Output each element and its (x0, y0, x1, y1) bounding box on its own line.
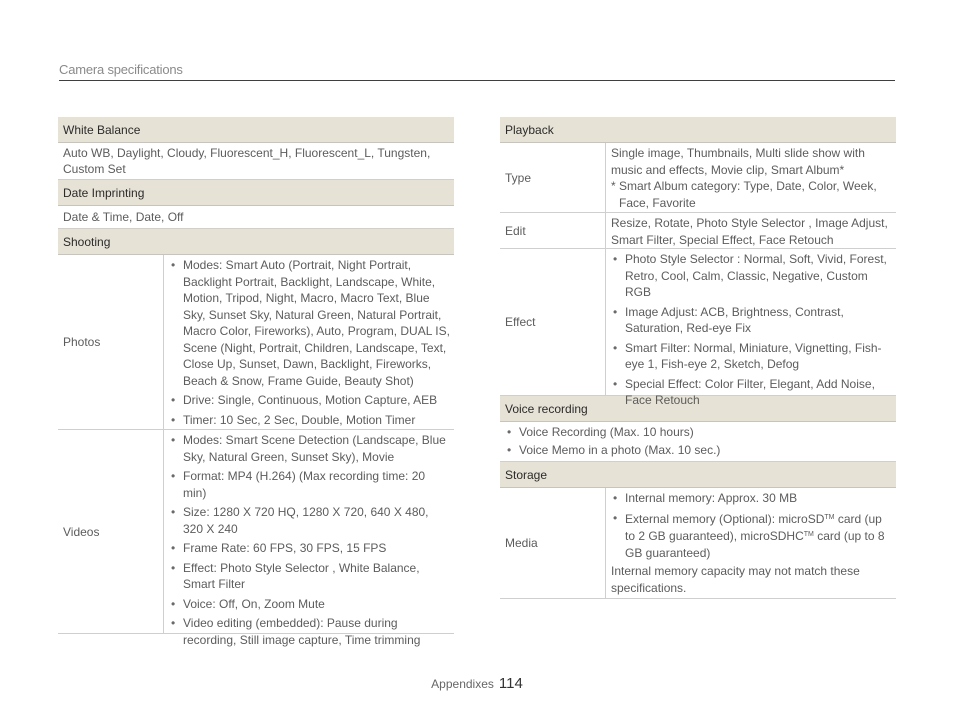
list-item: • Video editing (embedded): Pause during recording, Still image capture, Time trimming (169, 615, 450, 648)
date-imprinting-value: Date & Time, Date, Off (58, 206, 454, 229)
playback-heading: Playback (500, 117, 896, 143)
media-external-text-b: card (up to 2 GB guaranteed), microSDHC (625, 511, 882, 543)
photos-list (169, 257, 450, 428)
white-balance-heading: White Balance (58, 117, 454, 143)
list-item: • Drive: Single, Continuous, Motion Capture, AEB (169, 392, 450, 409)
effect-list (611, 251, 892, 409)
list-item (611, 510, 892, 562)
photos-row (58, 255, 454, 430)
type-value (606, 143, 896, 212)
trademark-mark: TM (803, 531, 814, 538)
videos-list (169, 432, 450, 648)
list-item: • Frame Rate: 60 FPS, 30 FPS, 15 FPS (169, 540, 450, 557)
list-item: • Special Effect: Color Filter, Elegant, Add Noise, Face Retouch (611, 376, 892, 409)
type-label: Type (500, 143, 606, 212)
list-item: • Voice Memo in a photo (Max. 10 sec.) (505, 442, 891, 458)
trademark-mark: TM (824, 513, 835, 521)
date-imprinting-heading: Date Imprinting (58, 180, 454, 206)
list-item: • Modes: Smart Auto (Portrait, Night Portrait, Backlight Portrait, Backlight, Landscape, White, Motion, Tripod, Night, Macro, Macro Text, Blue Sky, Sunset Sky, Natural Green, Natural Portrait, Macro Color, Fireworks), Auto, Program, DUAL IS, Scene (Night, Portrait, Children, Landscape, Text, Close Up, Sunset, Dawn, Backlight, Fireworks, Beach & Snow, Frame Guide, Beauty Shot) (169, 257, 450, 389)
photos-label: Photos (58, 255, 164, 429)
list-item: • Photo Style Selector : Normal, Soft, Vivid, Forest, Retro, Cool, Calm, Classic, Negative, Custom RGB (611, 251, 892, 301)
page-header (59, 62, 895, 81)
effect-row (500, 249, 896, 407)
videos-value (164, 430, 454, 647)
shooting-heading: Shooting (58, 229, 454, 255)
type-row (500, 143, 896, 213)
effect-value (606, 249, 896, 407)
white-balance-value: Auto WB, Daylight, Cloudy, Fluorescent_H, Fluorescent_L, Tungsten, Custom Set (58, 143, 454, 180)
list-item: • Effect: Photo Style Selector , White Balance, Smart Filter (169, 560, 450, 593)
page-title: Camera specifications (59, 62, 183, 77)
media-value (606, 488, 896, 598)
list-item: • Timer: 10 Sec, 2 Sec, Double, Motion Timer (169, 412, 450, 429)
media-note: Internal memory capacity may not match these specifications. (611, 564, 860, 595)
videos-row (58, 430, 454, 647)
list-item: • Smart Filter: Normal, Miniature, Vignetting, Fish-eye 1, Fish-eye 2, Sketch, Defog (611, 340, 892, 373)
list-item: • Voice Recording (Max. 10 hours) (505, 424, 891, 440)
list-item: • Format: MP4 (H.264) (Max recording time: 20 min) (169, 468, 450, 501)
media-external-text-c: card (up to 8 GB guaranteed) (625, 529, 885, 560)
list-item: • Modes: Smart Scene Detection (Landscape, Blue Sky, Natural Green, Sunset Sky), Movie (169, 432, 450, 465)
list-item: • Voice: Off, On, Zoom Mute (169, 596, 450, 613)
storage-heading: Storage (500, 462, 896, 488)
effect-label: Effect (500, 249, 606, 395)
list-item: • Size: 1280 X 720 HQ, 1280 X 720, 640 X 480, 320 X 240 (169, 504, 450, 537)
list-item: • Internal memory: Approx. 30 MB (611, 490, 892, 507)
media-row (500, 488, 896, 599)
photos-value (164, 255, 454, 429)
page-number: 114 (498, 675, 523, 692)
left-spec-table (58, 117, 454, 647)
media-label: Media (500, 488, 606, 598)
edit-row (500, 213, 896, 249)
right-spec-table (500, 117, 896, 599)
media-list (611, 490, 892, 561)
voice-recording-heading: Voice recording (500, 396, 896, 422)
type-text: Single image, Thumbnails, Multi slide show with music and effects, Movie clip, Smart Album* (611, 146, 865, 177)
videos-label: Videos (58, 430, 164, 633)
footer-section-label: Appendixes (431, 677, 494, 691)
list-item: • Image Adjust: ACB, Brightness, Contrast, Saturation, Red-eye Fix (611, 304, 892, 337)
edit-label: Edit (500, 213, 606, 248)
page-footer (0, 675, 954, 693)
type-note-continued: Face, Favorite (619, 195, 696, 210)
voice-recording-list (505, 424, 891, 458)
type-note: * Smart Album category: Type, Date, Color, Week, (611, 179, 877, 193)
edit-value: Resize, Rotate, Photo Style Selector , Image Adjust, Smart Filter, Special Effect, Face Retouch (611, 216, 888, 247)
media-external-text-a: External memory (Optional): microSD (625, 511, 825, 526)
voice-recording-value (500, 422, 896, 462)
